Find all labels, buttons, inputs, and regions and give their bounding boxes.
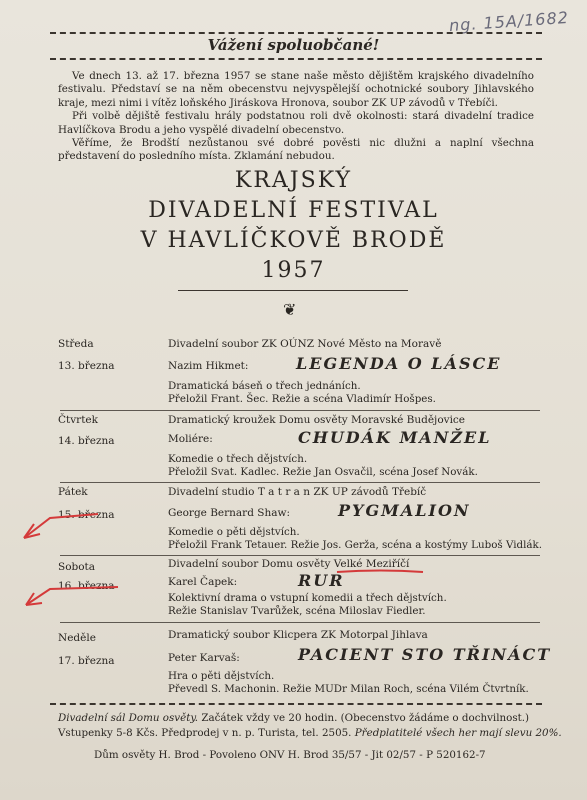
program-day: Sobota (58, 561, 96, 573)
program-date: 13. března (58, 360, 115, 372)
program-credits: Převedl S. Machonin. Režie MUDr Milan Roch, scéna Vilém Čtvrtník. (168, 683, 529, 695)
program-credits: Přeložil Svat. Kadlec. Režie Jan Osvačil, scéna Josef Novák. (168, 466, 478, 478)
intro-paragraph: Při volbě dějiště festivalu hrály podstatnou roli dvě okolnosti: stará divadelní tradice Havlíčkova Brodu a jeho vyspělé divadelní obecenstvo. (58, 110, 534, 136)
program-date: 15. března (58, 509, 115, 521)
program-ensemble: Dramatický kroužek Domu osvěty Moravské Budějovice (168, 414, 466, 426)
footer-ticket-line (58, 727, 562, 739)
program-day: Středa (58, 338, 94, 350)
program-separator (60, 410, 540, 411)
salutation-dashed-rule (50, 58, 542, 60)
start-time-note: Začátek vždy ve 20 hodin. (Obecenstvo žádáme o dochvilnost.) (201, 712, 530, 724)
program-author: Karel Čapek: (168, 576, 238, 588)
program-date: 14. března (58, 435, 115, 447)
mask-ornament-icon: ❦ (283, 300, 297, 319)
program-play-title: PYGMALION (338, 501, 471, 520)
program-description: Kolektivní drama o vstupní komedii a třech dějstvích. (168, 592, 447, 604)
handwritten-reference: ng. 15A/1682 (448, 7, 570, 36)
festival-title (0, 166, 587, 286)
red-pencil-arrow-mark (20, 500, 100, 546)
program-author: Moliére: (168, 433, 213, 445)
program-play-title: PACIENT STO TŘINÁCT (298, 645, 552, 664)
intro-text (58, 70, 534, 164)
program-play-title: CHUDÁK MANŽEL (298, 428, 492, 447)
intro-paragraph: Ve dnech 13. až 17. března 1957 se stane naše město dějištěm krajského divadelního festivalu. Představí se na něm obecenstvu nejvyspělejší ochotnické soubory Jihlavského kraje, mezi nimi i vítěz loňského Jiráskova Hronova, soubor ZK UP závodů v Třebíči. (58, 70, 534, 109)
program-description: Dramatická báseň o třech jednáních. (168, 380, 361, 392)
program-play-title: LEGENDA O LÁSCE (296, 354, 502, 373)
salutation-heading: Vážení spoluobčané! (207, 36, 380, 54)
title-line: DIVADELNÍ FESTIVAL (148, 198, 439, 223)
title-underline (178, 290, 408, 291)
program-description: Komedie o pěti dějstvích. (168, 526, 300, 538)
program-author: George Bernard Shaw: (168, 507, 291, 519)
program-credits: Režie Stanislav Tvarůžek, scéna Miloslav Fiedler. (168, 605, 426, 617)
program-date: 17. března (58, 655, 115, 667)
title-line: KRAJSKÝ (234, 168, 353, 193)
footer-venue-line (58, 712, 529, 724)
program-description: Komedie o třech dějstvích. (168, 453, 308, 465)
program-author: Nazim Hikmet: (168, 360, 249, 372)
subscriber-discount: Předplatitelé všech her mají slevu 20%. (354, 727, 562, 739)
venue-name: Divadelní sál Domu osvěty. (58, 712, 199, 724)
program-credits: Přeložil Frank Tetauer. Režie Jos. Gerža, scéna a kostýmy Luboš Vidlák. (168, 539, 543, 551)
title-line: V HAVLÍČKOVĚ BRODĚ (140, 228, 447, 253)
program-author: Peter Karvaš: (168, 652, 240, 664)
title-year: 1957 (261, 258, 326, 283)
program-separator (60, 555, 540, 556)
program-separator (60, 622, 540, 623)
program-credits: Přeložil Frant. Šec. Režie a scéna Vladimír Hošpes. (168, 393, 436, 405)
program-date: 16. března (58, 580, 115, 592)
red-pencil-underline (335, 568, 425, 576)
intro-paragraph: Věříme, že Brodští nezůstanou své dobré pověsti nic dlužni a naplní všechna představení do posledního místa. Zklamání nebudou. (58, 137, 534, 163)
program-ensemble: Dramatický soubor Klicpera ZK Motorpal Jihlava (168, 629, 428, 641)
footer-dashed-rule (50, 703, 542, 705)
program-separator (60, 482, 540, 483)
program-day: Neděle (58, 632, 96, 644)
ticket-info: Vstupenky 5-8 Kčs. Předprodej v n. p. Turista, tel. 2505. (58, 727, 352, 739)
red-pencil-arrow-mark (20, 575, 120, 615)
program-play-title: RUR (298, 571, 345, 590)
program-day: Pátek (58, 486, 88, 498)
program-ensemble: Divadelní soubor Domu osvěty Velké Meziříčí (168, 558, 410, 570)
program-ensemble: Divadelní studio T a t r a n ZK UP závodů Třebíč (168, 486, 427, 498)
program-ensemble: Divadelní soubor ZK OÚNZ Nové Město na Moravě (168, 338, 442, 350)
program-description: Hra o pěti dějstvích. (168, 670, 275, 682)
program-day: Čtvrtek (58, 414, 99, 426)
top-dashed-rule (50, 32, 542, 34)
imprint-line: Dům osvěty H. Brod - Povoleno ONV H. Brod 35/57 - Jit 02/57 - P 520162-7 (94, 749, 486, 761)
